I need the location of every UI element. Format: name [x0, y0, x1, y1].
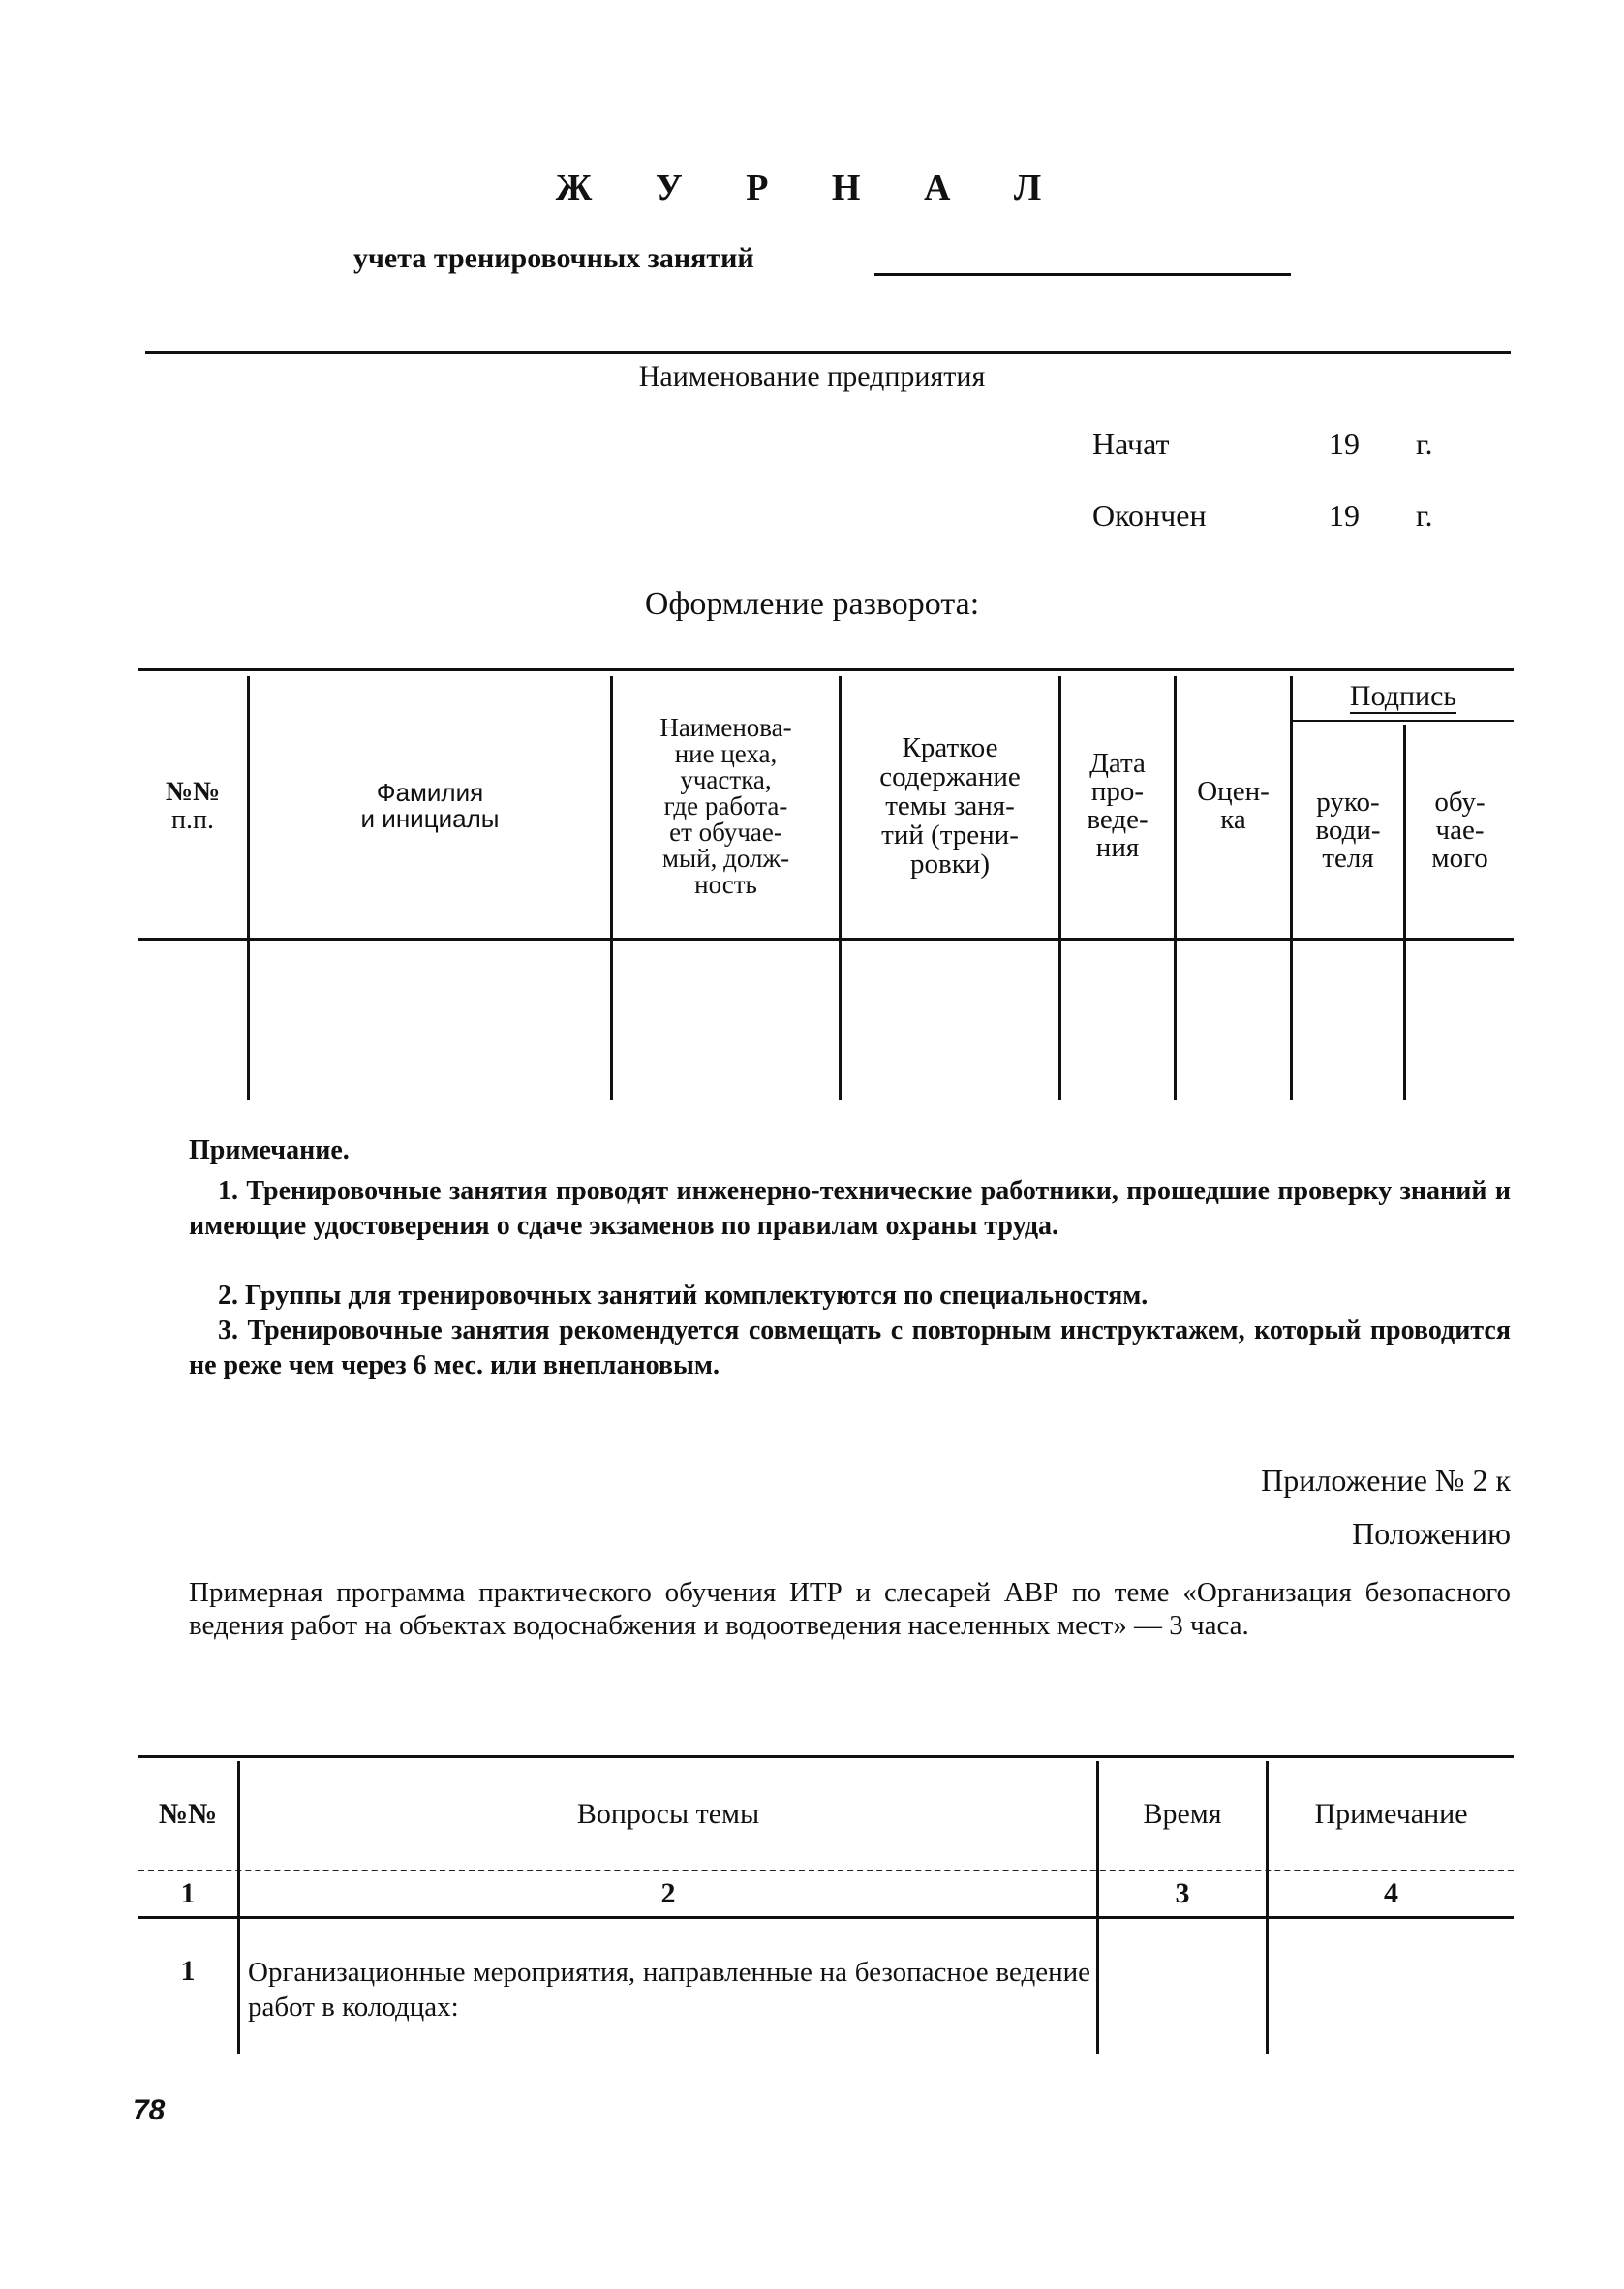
supervisor-line: води-: [1315, 814, 1381, 846]
workshop-line: участка,: [680, 764, 772, 794]
col-header-supervisor: [1293, 725, 1403, 936]
appendix-subtitle: Положению: [1352, 1516, 1511, 1551]
col-header-signature: [1293, 676, 1514, 719]
col-header-number-l1: №№: [165, 776, 221, 807]
col-header-name: [250, 676, 610, 936]
workshop-line: ние цеха,: [674, 738, 778, 768]
note-item-1: 1. Тренировочные занятия проводят инженерно-технические работники, прошедшие проверку знаний и имеющие удостоверения о сдаче экзаменов по правилам охраны труда.: [189, 1176, 1511, 1241]
grade-line: ка: [1220, 804, 1246, 835]
col-header-trainee: [1406, 725, 1514, 936]
program-header-note: Примечание: [1314, 1798, 1468, 1831]
col-header-grade: [1177, 676, 1290, 936]
program-table-number-rule: [138, 1916, 1514, 1919]
page-number: 78: [133, 2094, 166, 2126]
program-row-topic: Организационные мероприятия, направленные на безопасное ведение работ в колодцах:: [248, 1957, 1090, 2023]
col-header-name-l1: Фамилия: [376, 777, 484, 807]
note-item-2: 2. Группы для тренировочных занятий комплектуются по специальностям.: [218, 1281, 1149, 1311]
date-line: Дата: [1089, 748, 1146, 779]
trainee-line: мого: [1431, 842, 1488, 874]
date-line: веде-: [1087, 804, 1149, 835]
signature-label: Подпись: [1349, 680, 1457, 713]
spread-title: Оформление разворота:: [644, 586, 980, 622]
content-line: Краткое: [902, 732, 998, 763]
started-label: Начат: [1092, 426, 1170, 461]
enterprise-rule: [145, 351, 1511, 354]
col-header-number: [138, 676, 247, 936]
ended-label: Окончен: [1092, 498, 1207, 533]
trainee-line: обу-: [1434, 786, 1486, 818]
started-year: 19: [1329, 426, 1360, 461]
content-line: содержание: [879, 761, 1021, 792]
col-header-number-l2: п.п.: [171, 805, 214, 835]
workshop-line: Наименова-: [659, 712, 792, 742]
journal-subtitle: учета тренировочных занятий: [353, 242, 754, 274]
trainee-line: чае-: [1435, 814, 1485, 846]
program-col-number-4: 4: [1384, 1877, 1398, 1910]
started-year-suffix: г.: [1416, 426, 1433, 461]
grade-line: Оцен-: [1197, 776, 1270, 807]
program-description: Примерная программа практического обучения ИТР и слесарей АВР по теме «Организация безопасного ведения работ на объектах водоснабжения и водоотведения населенных мест» — 3 часа.: [189, 1577, 1511, 1641]
workshop-line: мый, долж-: [661, 843, 790, 873]
col-header-workshop: [613, 676, 839, 936]
program-col-number-1: 1: [180, 1877, 196, 1910]
content-line: ровки): [910, 849, 990, 880]
program-table-top-rule: [138, 1755, 1514, 1758]
table-header-rule: [138, 938, 1514, 941]
journal-title: Ж У Р Н А Л: [555, 168, 1069, 208]
supervisor-line: руко-: [1316, 786, 1380, 818]
program-col-number-3: 3: [1175, 1877, 1190, 1910]
program-header-topic: Вопросы темы: [576, 1798, 760, 1831]
program-header-number: №№: [158, 1798, 218, 1831]
workshop-line: ет обучае-: [669, 817, 782, 847]
workshop-line: ность: [694, 869, 757, 899]
program-header-time: Время: [1143, 1798, 1222, 1831]
program-table-header-rule: [138, 1870, 1514, 1871]
ended-year-suffix: г.: [1416, 498, 1433, 533]
date-line: про-: [1090, 776, 1145, 807]
content-line: тий (трени-: [881, 820, 1019, 851]
ended-year: 19: [1329, 498, 1360, 533]
workshop-line: где работа-: [663, 790, 788, 820]
note-item-3: 3. Тренировочные занятия рекомендуется совмещать с повторным инструктажем, который проводится не реже чем через 6 мес. или внеплановым.: [189, 1315, 1511, 1380]
appendix-title: Приложение № 2 к: [1261, 1463, 1511, 1498]
signature-subrule: [1293, 720, 1514, 722]
col-header-date: [1061, 676, 1174, 936]
col-header-content: [842, 676, 1058, 936]
date-line: ния: [1095, 832, 1140, 863]
table-top-rule: [138, 668, 1514, 671]
program-row-number: 1: [180, 1955, 196, 1987]
col-header-name-l2: и инициалы: [360, 804, 500, 833]
notes-heading: Примечание.: [189, 1135, 350, 1165]
program-col-number-2: 2: [660, 1877, 676, 1910]
subtitle-blank-line: [874, 273, 1291, 276]
enterprise-label: Наименование предприятия: [638, 360, 986, 392]
content-line: темы заня-: [885, 790, 1015, 821]
supervisor-line: теля: [1322, 842, 1374, 874]
